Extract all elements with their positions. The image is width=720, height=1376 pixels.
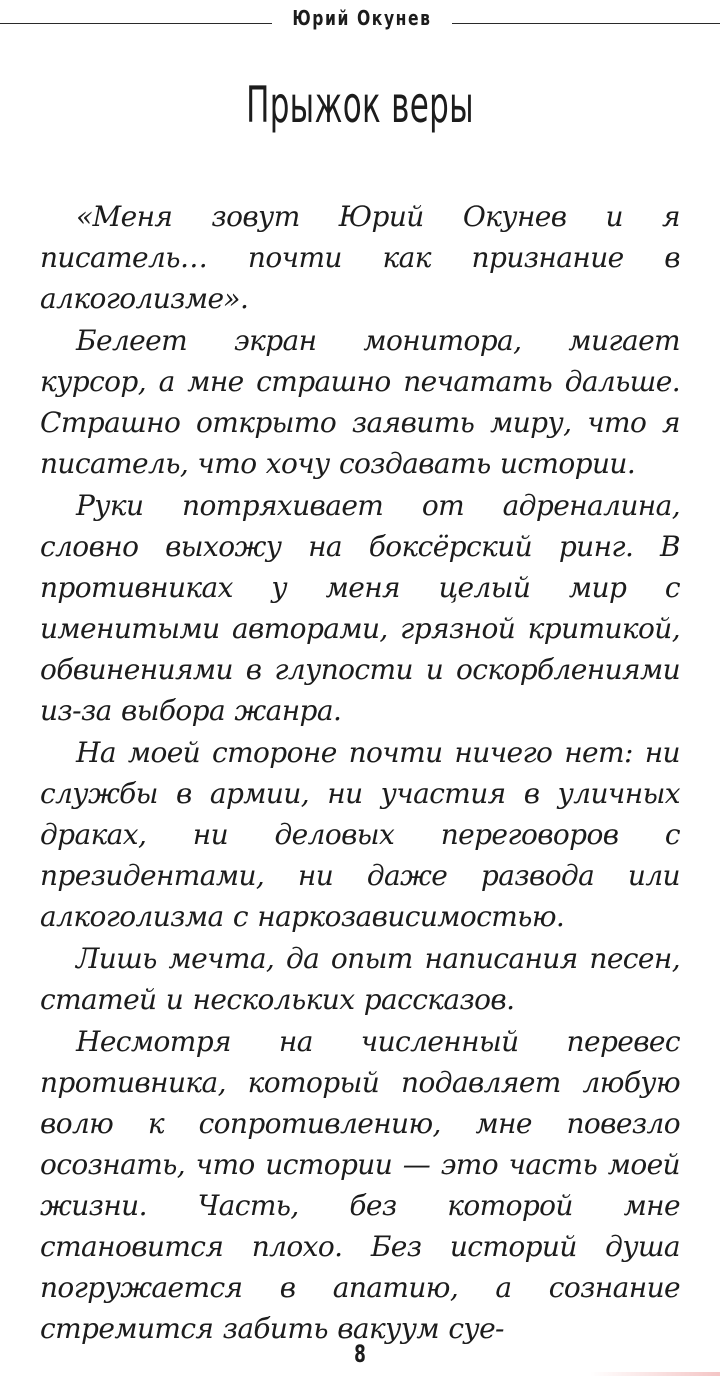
chapter-body xyxy=(40,196,680,1350)
paragraph: Несмотря на численный перевес противника, который подавляет любую волю к сопротивлению, мне повезло осознать, что истории — это часть моей жизни. Часть, без которой мне становится плохо. Без историй душа погружается в апатию, а сознание стремится забить вакуум суе- xyxy=(40,1025,680,1345)
paragraph: Белеет экран монитора, мигает курсор, а мне страшно печатать дальше. Страшно открыто заявить миру, что я писатель, что хочу создавать истории. xyxy=(40,324,680,480)
chapter-title: Прыжок веры xyxy=(246,76,474,134)
header-rule-right xyxy=(452,23,720,24)
header-author: Юрий Окунев xyxy=(292,6,432,30)
paragraph: На моей стороне почти ничего нет: ни службы в армии, ни участия в уличных драках, ни деловых переговоров с президентами, ни даже развода или алкоголизма с наркозависимостью. xyxy=(40,736,680,933)
paragraph: Руки потряхивает от адреналина, словно выхожу на боксёрский ринг. В противниках у меня целый мир с именитыми авторами, грязной критикой, обвинениями в глупости и оскорблениями из-за выбора жанра. xyxy=(40,489,680,727)
running-header xyxy=(0,4,720,34)
paragraph: «Меня зовут Юрий Окунев и я писатель… почти как признание в алкоголизме». xyxy=(40,200,680,315)
header-rule-left xyxy=(0,23,272,24)
page-number: 8 xyxy=(354,1340,366,1368)
scan-edge-mark xyxy=(590,1372,720,1376)
paragraph: Лишь мечта, да опыт написания песен, статей и нескольких рассказов. xyxy=(40,942,680,1016)
